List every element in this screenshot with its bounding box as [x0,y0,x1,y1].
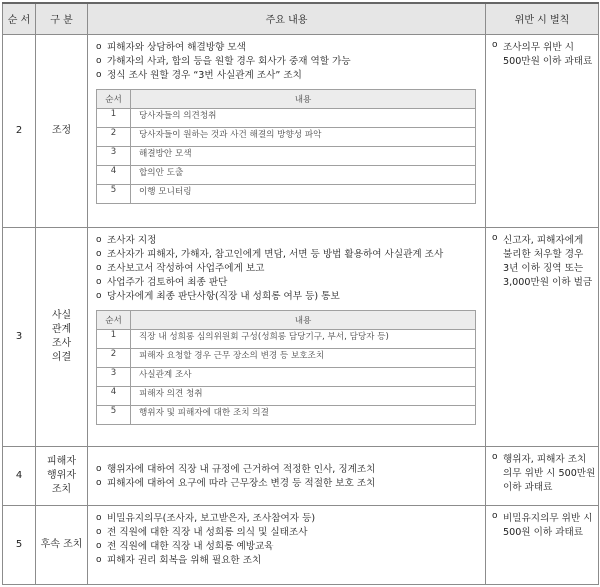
penalty-text [492,41,592,69]
row-penalty [486,505,599,584]
category-line: 조정 [51,124,72,136]
sub-header-num: 순서 [97,310,131,329]
table-row [3,446,599,505]
bullet-item: o 조사보고서 작성하여 사업주에게 보고 [96,262,477,276]
sub-row-num: 4 [97,386,131,405]
sub-header-content: 내용 [131,89,476,108]
category-line: 조치 [51,483,72,495]
row-category [36,446,88,505]
penalty-line: 3,000만원 이하 벌금 [503,276,593,288]
sub-header-row [97,310,476,329]
bullet-item: o 행위자에 대하여 직장 내 규정에 근거하여 적정한 인사, 징계조치 [96,463,477,477]
bullet-item: o 조사자 지정 [96,234,477,248]
table-row [3,34,599,227]
bullet-list [96,234,477,304]
row-content [88,446,486,505]
sub-row-num: 5 [97,184,131,203]
sub-row [97,184,476,203]
penalty-line: 3년 이하 징역 또는 [503,262,584,274]
header-penalty: 위반 시 벌칙 [486,3,599,34]
sub-row [97,386,476,405]
category-line: 사실 [51,309,72,321]
row-content [88,34,486,227]
row-num: 3 [3,227,36,446]
sub-row-num: 5 [97,405,131,424]
header-content: 주요 내용 [88,3,486,34]
sub-row-text: 이행 모니터링 [131,184,476,203]
sub-row-text: 합의안 도출 [131,165,476,184]
row-penalty [486,446,599,505]
sub-row [97,146,476,165]
bullet-list [96,512,477,568]
category-line: 조사 [51,337,72,349]
sub-row-text: 직장 내 성희롱 심의위원회 구성(성희롱 담당기구, 부서, 담당자 등) [131,329,476,348]
sub-row-text: 피해자 요청할 경우 근무 장소의 변경 등 보호조치 [131,348,476,367]
penalty-line: o 조사의무 위반 시 [503,41,574,53]
sub-row [97,367,476,386]
bullet-item: o 사업주가 검토하여 최종 판단 [96,276,477,290]
bullet-item: o 전 직원에 대한 직장 내 성희롱 의식 및 실태조사 [96,526,477,540]
procedure-table-container [2,2,598,583]
sub-row [97,329,476,348]
bullet-item: o 당사자에게 최종 판단사항(직장 내 성희롱 여부 등) 통보 [96,290,477,304]
sub-row [97,127,476,146]
bullet-item: o 조사자가 피해자, 가해자, 참고인에게 면담, 서면 등 방법 활용하여 사실관계 조사 [96,248,477,262]
category-line: 관계 [51,323,72,335]
penalty-text [492,453,596,495]
penalty-text [492,234,592,290]
header-num: 순 서 [3,3,36,34]
bullet-list [96,463,477,491]
category-line: 피해자 [47,455,76,467]
sub-header-content: 내용 [131,310,476,329]
row-content [88,227,486,446]
row-category [36,505,88,584]
penalty-line: 불리한 처우할 경우 [503,248,584,260]
row-category [36,34,88,227]
bullet-item: o 전 직원에 대한 직장 내 성희롱 예방교육 [96,540,477,554]
category-line: 후속 조치 [40,538,83,550]
table-row [3,227,599,446]
sub-header-num: 순서 [97,89,131,108]
bullet-item: o 피해자 권리 회복을 위해 필요한 조치 [96,554,477,568]
row-num: 4 [3,446,36,505]
sub-row-num: 1 [97,108,131,127]
bullet-item: o 가해자의 사과, 합의 등을 원할 경우 회사가 중재 역할 가능 [96,55,477,69]
row-num: 5 [3,505,36,584]
sub-row-text: 당사자들의 의견청취 [131,108,476,127]
procedure-table [2,2,599,585]
bullet-item: o 비밀유지의무(조사자, 보고받은자, 조사참여자 등) [96,512,477,526]
header-row [3,3,599,34]
sub-row-num: 3 [97,367,131,386]
sub-row [97,165,476,184]
sub-row-text: 피해자 의견 청취 [131,386,476,405]
penalty-line: 500원 이하 과태료 [503,526,584,538]
bullet-item: o 정식 조사 원할 경우 “3번 사실관계 조사” 조치 [96,69,477,83]
penalty-line: 500만원 이하 과태료 [503,55,593,67]
sub-row [97,348,476,367]
sub-row [97,108,476,127]
category-line: 의결 [51,351,72,363]
row-category [36,227,88,446]
penalty-line: 의무 위반 시 500만원 [503,467,596,479]
sub-header-row [97,89,476,108]
bullet-item: o 피해자에 대하여 요구에 따라 근무장소 변경 등 적절한 보호 조치 [96,477,477,491]
sub-row-num: 2 [97,127,131,146]
header-category: 구 분 [36,3,88,34]
sub-table [96,89,476,204]
sub-row [97,405,476,424]
penalty-line: o 비밀유지의무 위반 시 [503,512,593,524]
sub-row-num: 4 [97,165,131,184]
bullet-list [96,41,477,83]
sub-row-text: 행위자 및 피해자에 대한 조치 의결 [131,405,476,424]
sub-row-text: 해결방안 모색 [131,146,476,165]
sub-table [96,310,476,425]
row-penalty [486,34,599,227]
sub-row-num: 2 [97,348,131,367]
sub-row-num: 1 [97,329,131,348]
row-penalty [486,227,599,446]
row-num: 2 [3,34,36,227]
penalty-line: o 신고자, 피해자에게 [503,234,584,246]
table-row [3,505,599,584]
category-line: 행위자 [47,469,76,481]
penalty-text [492,512,592,540]
bullet-item: o 피해자와 상담하여 해결방향 모색 [96,41,477,55]
sub-row-text: 당사자들이 원하는 것과 사건 해결의 방향성 파악 [131,127,476,146]
penalty-line: 이하 과태료 [503,481,553,493]
sub-row-text: 사실관계 조사 [131,367,476,386]
row-content [88,505,486,584]
sub-row-num: 3 [97,146,131,165]
penalty-line: o 행위자, 피해자 조치 [503,453,587,465]
